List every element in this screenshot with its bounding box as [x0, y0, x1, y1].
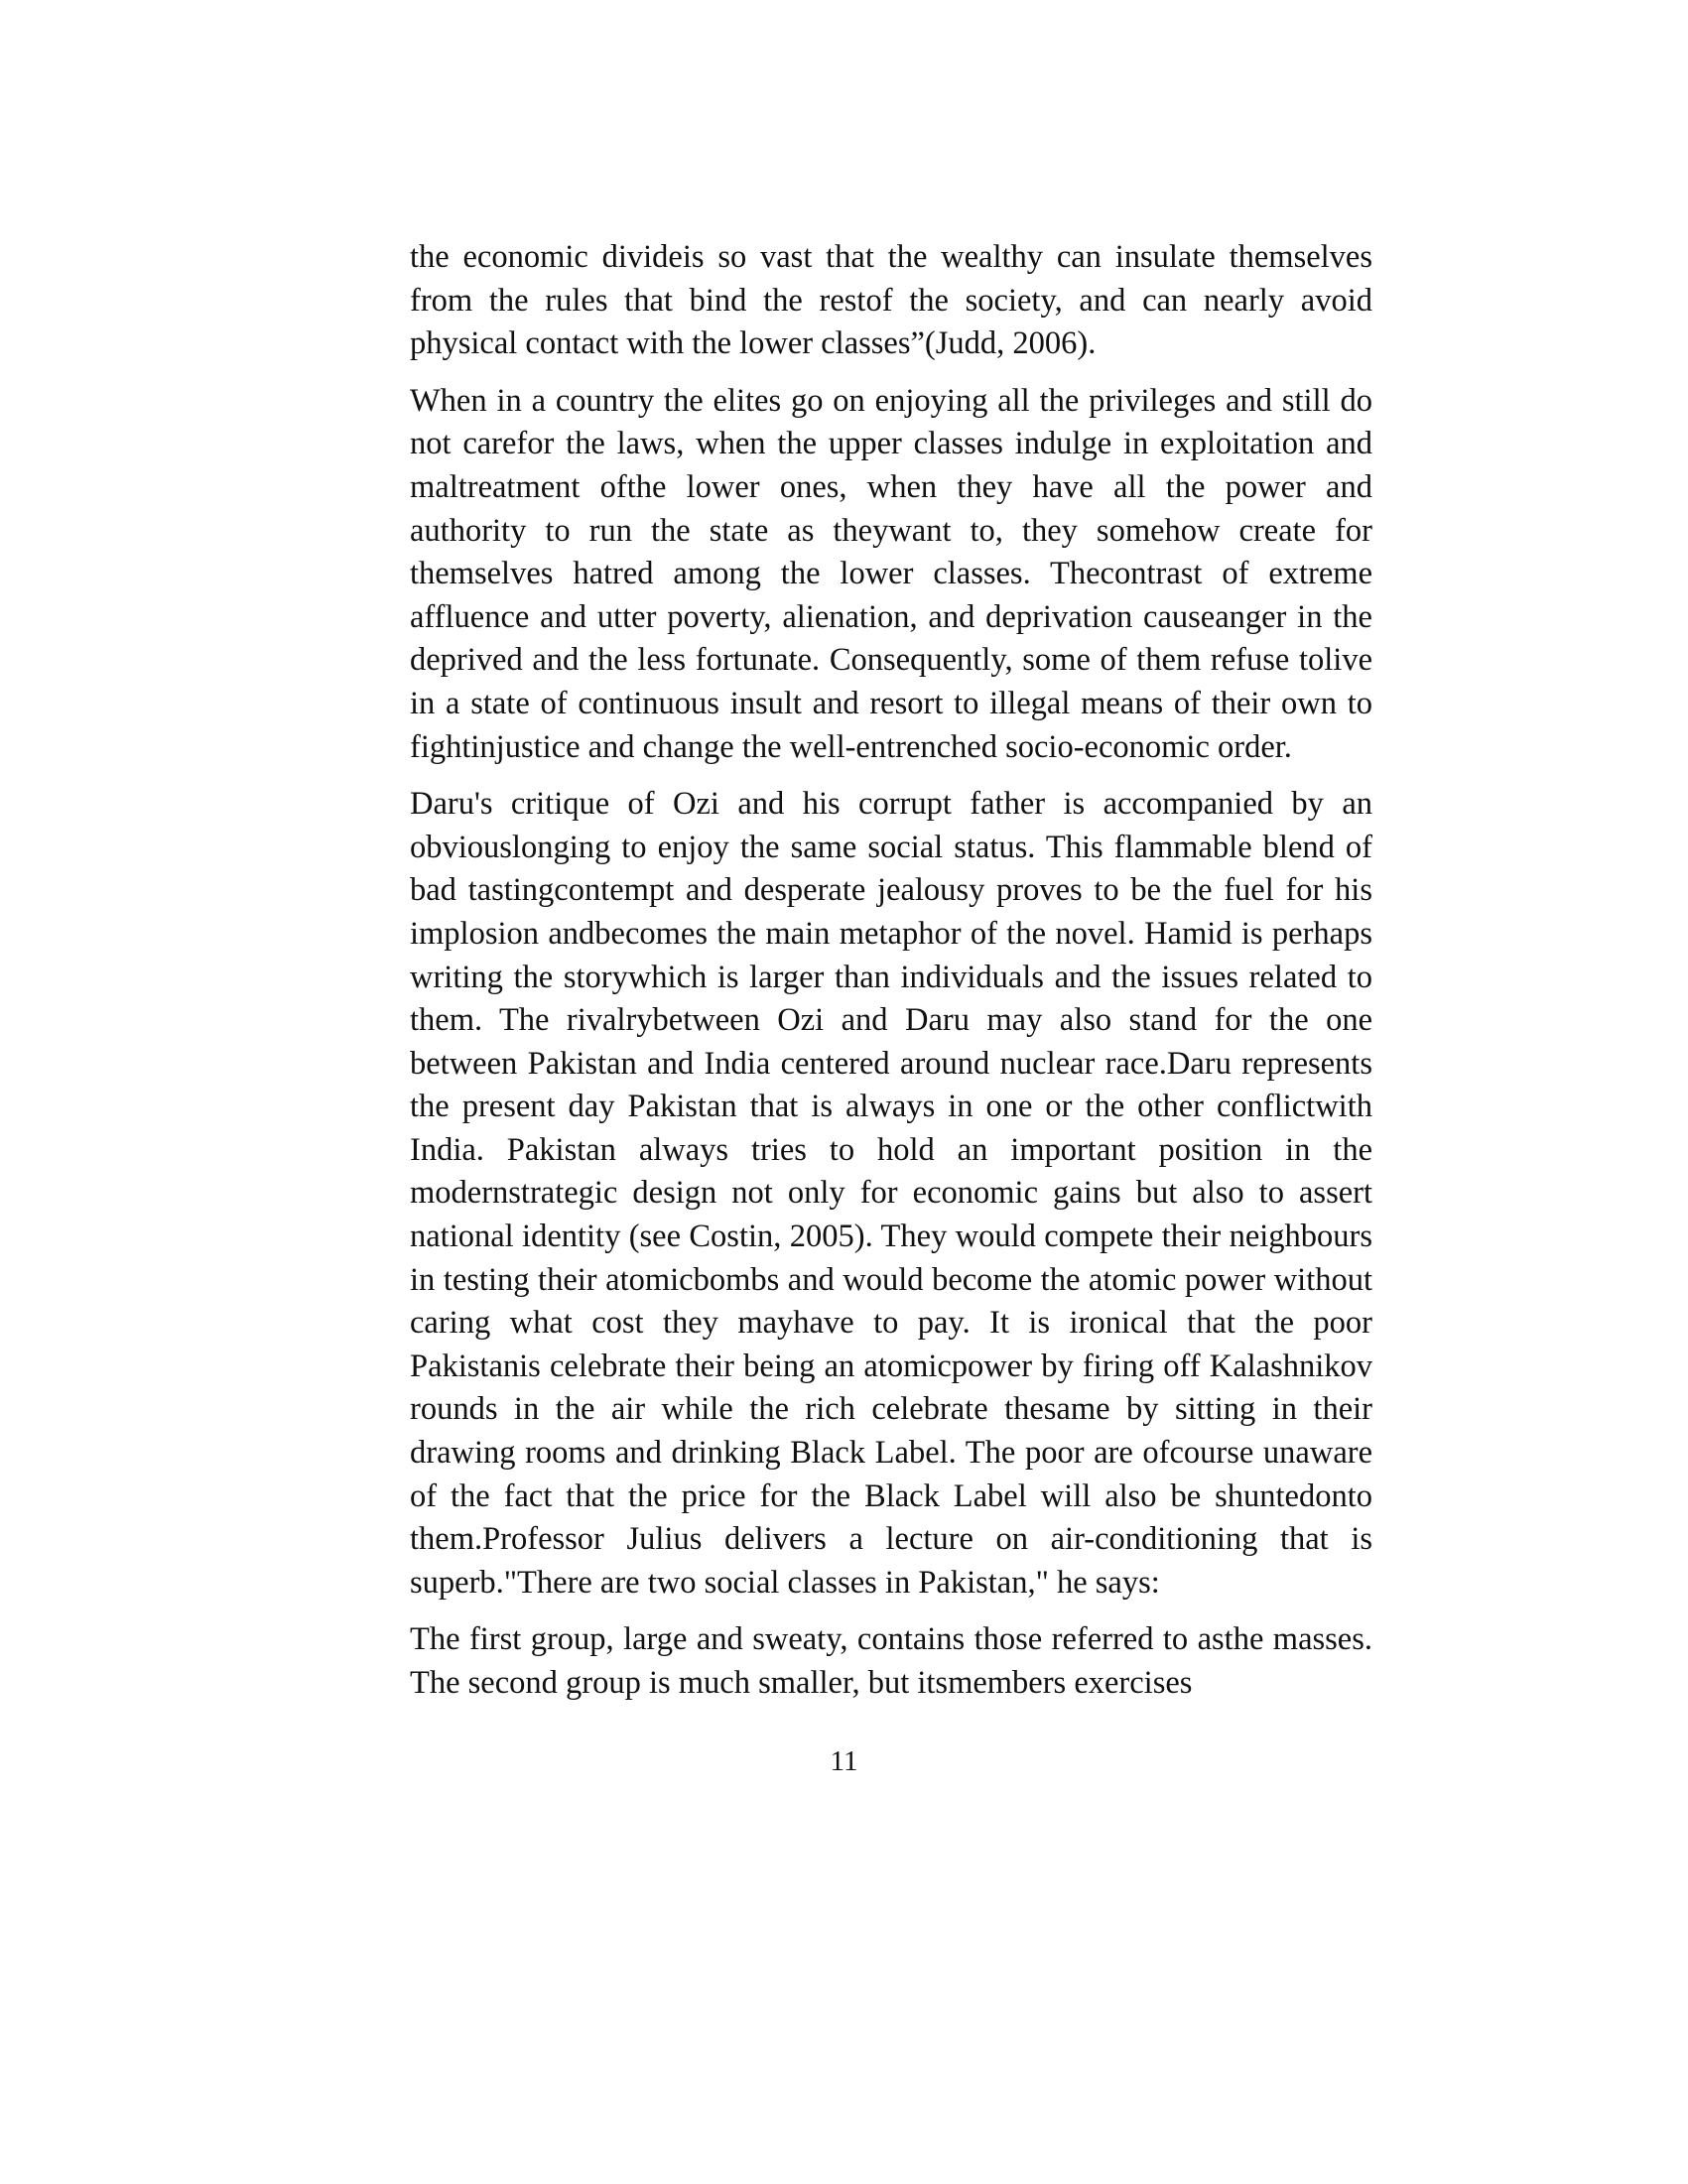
paragraph-2: When in a country the elites go on enjoying all the privileges and still do not carefor the laws, when the upper classes indulge in exploitation and maltreatment ofthe lower ones, when they have all the power and authority to run the state as theywant to, they somehow create for themselves hatred among the lower classes. Thecontrast of extreme affluence and utter poverty, alienation, and deprivation causeanger in the deprived and the less fortunate. Consequently, some of them refuse tolive in a state of continuous insult and resort to illegal means of their own to fightinjustice and change the well-entrenched socio-economic order. — [410, 382, 1372, 765]
paragraph-1: the economic divideis so vast that the wealthy can insulate themselves from the rules that bind the restof the society, and can nearly avoid physical contact with the lower classes”(Judd, 2006). — [410, 239, 1372, 362]
paragraph-3: Daru's critique of Ozi and his corrupt father is accompanied by an obviouslonging to enjoy the same social status. This flammable blend of bad tastingcontempt and desperate jealousy proves to be the fuel for his implosion andbecomes the main metaphor of the novel. Hamid is perhaps writing the storywhich is larger than individuals and the issues related to them. The rivalrybetween Ozi and Daru may also stand for the one between Pakistan and India centered around nuclear race.Daru represents the present day Pakistan that is always in one or the other conflictwith India. Pakistan always tries to hold an important position in the modernstrategic design not only for economic gains but also to assert national identity (see Costin, 2005). They would compete their neighbours in testing their atomicbombs and would become the atomic power without caring what cost they mayhave to pay. It is ironical that the poor Pakistanis celebrate their being an atomicpower by firing off Kalashnikov rounds in the air while the rich celebrate thesame by sitting in their drawing rooms and drinking Black Label. The poor are ofcourse unaware of the fact that the price for the Black Label will also be shuntedonto them.Professor Julius delivers a lecture on air-conditioning that is superb."There are two social classes in Pakistan," he says: — [410, 786, 1372, 1601]
body-text — [410, 236, 1372, 1720]
page-number: 11 — [830, 1745, 858, 1777]
paragraph-4: The first group, large and sweaty, contains those referred to asthe masses. The second group is much smaller, but itsmembers exercises — [410, 1621, 1372, 1701]
